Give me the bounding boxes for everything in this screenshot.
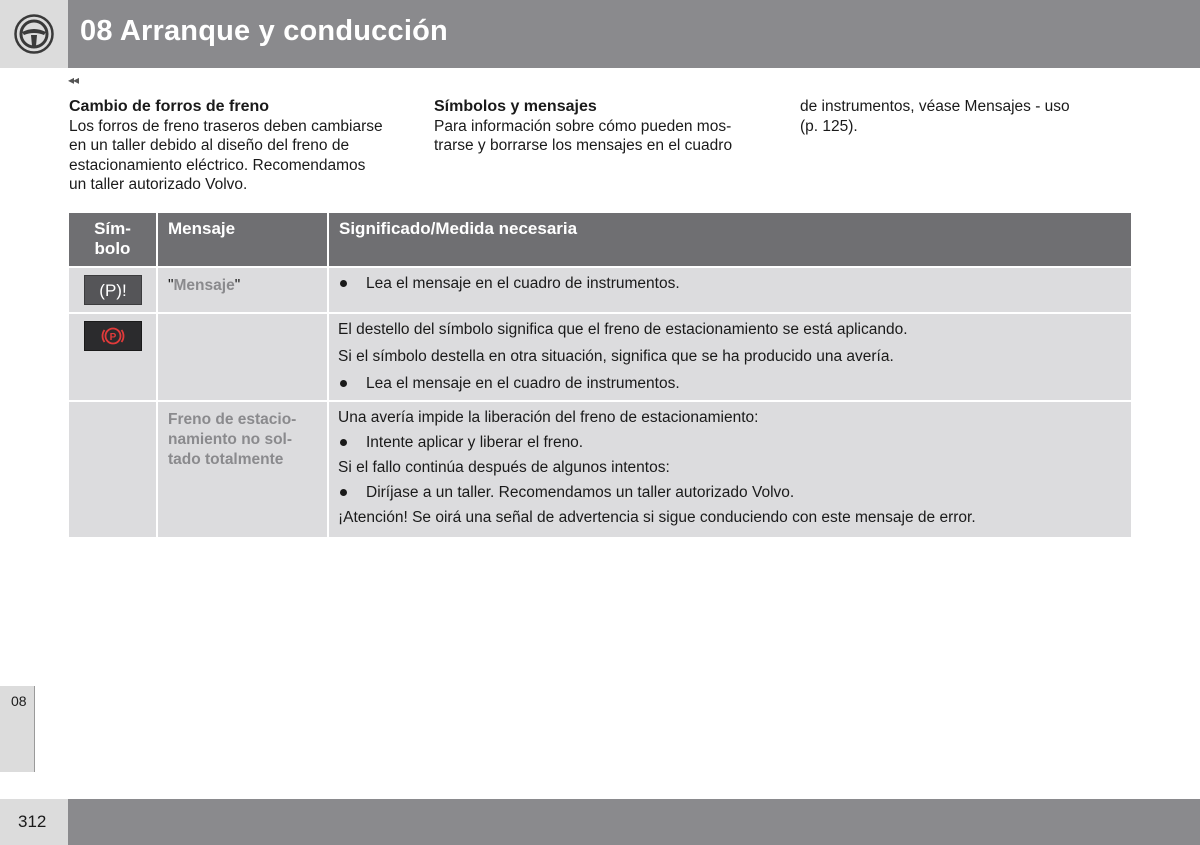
text-line: un taller autorizado Volvo.	[69, 176, 248, 193]
header-symbol-line: bolo	[94, 239, 131, 258]
parking-brake-icon	[84, 321, 142, 351]
message-cell	[158, 314, 329, 400]
symbols-table	[69, 213, 1131, 537]
chapter-number: 08	[11, 693, 27, 709]
text-line: (p. 125).	[800, 117, 858, 135]
message-cell	[158, 268, 329, 312]
paragraph: Una avería impide la liberación del freno de estacionamiento:	[338, 409, 759, 426]
parking-warning-symbol: (P)!	[84, 275, 142, 305]
paragraph: Si el fallo continúa después de algunos intentos:	[338, 459, 670, 476]
message-text: Mensaje	[173, 277, 235, 294]
text-line: de instrumentos, véase Mensajes - uso	[800, 98, 1070, 115]
parking-brake-icon-graphic	[101, 324, 125, 348]
intro-column-brake-pads	[69, 97, 409, 195]
table-row	[69, 312, 1131, 400]
previous-page-marker: ◂◂	[68, 73, 79, 87]
footer-bar	[68, 799, 1200, 845]
meaning-cell	[329, 314, 1131, 400]
section-heading-symbols: Símbolos y mensajes	[434, 98, 597, 115]
table-row	[69, 266, 1131, 312]
text-line: Los forros de freno traseros deben cambiarse	[69, 117, 383, 135]
steering-wheel-icon	[14, 14, 54, 54]
chapter-side-tab	[0, 686, 35, 772]
symbol-cell	[69, 314, 158, 400]
intro-column-symbols	[434, 97, 774, 156]
intro-column-continued	[800, 97, 1120, 136]
paragraph: ¡Atención! Se oirá una señal de advertencia si sigue conduciendo con este mensaje de error.	[338, 509, 976, 526]
paragraph: El destello del símbolo significa que el freno de estacionamiento se está aplicando.	[338, 321, 908, 338]
header-corner	[0, 0, 68, 68]
header-symbol	[69, 213, 158, 266]
list-item: Diríjase a un taller. Recomendamos un taller autorizado Volvo.	[338, 483, 1121, 502]
text-line: Para información sobre cómo pueden mos-	[434, 117, 732, 135]
table-row	[69, 400, 1131, 537]
message-line: tado totalmente	[168, 451, 284, 468]
quote-mark: "	[234, 277, 241, 294]
symbol-cell	[69, 402, 158, 537]
meaning-cell	[329, 402, 1131, 537]
message-cell	[158, 402, 329, 537]
list-item: Intente aplicar y liberar el freno.	[338, 433, 1121, 452]
list-item: Lea el mensaje en el cuadro de instrumentos.	[338, 274, 1121, 293]
parking-brake-glyph: P	[109, 332, 117, 343]
list-item: Lea el mensaje en el cuadro de instrumentos.	[338, 374, 1121, 393]
header-message: Mensaje	[158, 213, 329, 266]
header-symbol-line: Sím-	[94, 219, 131, 238]
message-line: Freno de estacio-	[168, 411, 297, 428]
header-meaning: Significado/Medida necesaria	[339, 219, 578, 238]
symbol-cell	[69, 268, 158, 312]
message-line: namiento no sol-	[168, 431, 292, 448]
page-number: 312	[18, 812, 47, 831]
table-header-row	[69, 213, 1131, 266]
text-line: estacionamiento eléctrico. Recomendamos	[69, 156, 366, 174]
meaning-cell	[329, 268, 1131, 312]
chapter-title: 08 Arranque y conducción	[80, 15, 448, 47]
text-line: en un taller debido al diseño del freno de	[69, 137, 350, 154]
quote-mark: "	[168, 277, 174, 294]
text-line: trarse y borrarse los mensajes en el cuadro	[434, 137, 733, 154]
section-heading-brake-pads: Cambio de forros de freno	[69, 98, 270, 115]
paragraph: Si el símbolo destella en otra situación, significa que se ha producido una avería.	[338, 348, 894, 365]
